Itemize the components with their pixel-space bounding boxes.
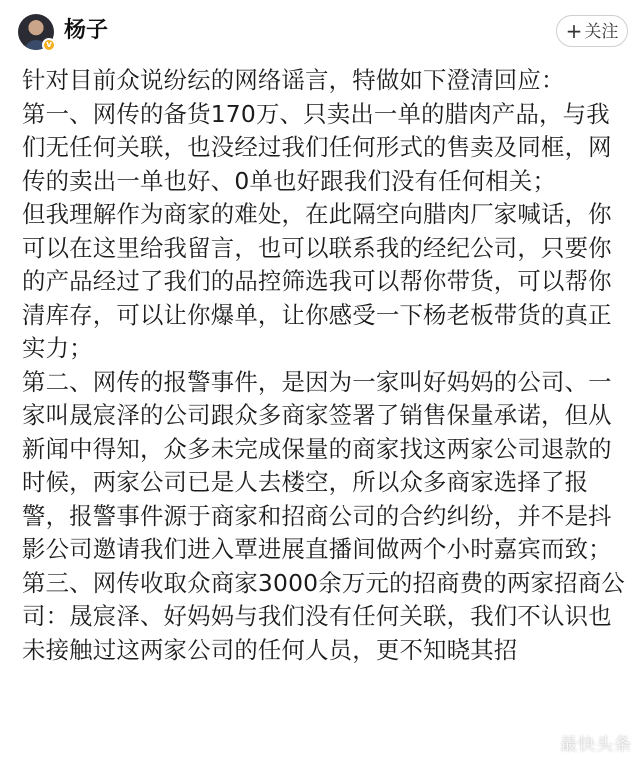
post-paragraph: 但我理解作为商家的难处，在此隔空向腊肉厂家喊话，你可以在这里给我留言，也可以联系我的经纪公司，只要你的产品经过了我们的品控筛选我可以帮你带货，可以帮你清库存，可以让你爆单，让你感受一下杨老板带货的真正实力； [22, 200, 612, 362]
plus-icon: + [565, 19, 583, 43]
watermark: 最快头条 [560, 735, 632, 755]
follow-label: 关注 [584, 22, 619, 42]
post-content [22, 64, 626, 667]
post-paragraph: 针对目前众说纷纭的网络谣言，特做如下澄清回应： [22, 66, 565, 94]
post-paragraph: 第三、网传收取众商家3000余万元的招商费的两家招商公司：晟宸泽、好妈妈与我们没有任何关联，我们不认识也未接触过这两家公司的任何人员，更不知晓其招 [22, 568, 625, 664]
post-header [0, 0, 640, 64]
post-paragraph: 第二、网传的报警事件，是因为一家叫好妈妈的公司、一家叫晟宸泽的公司跟众多商家签署了销售保量承诺，但从新闻中得知，众多未完成保量的商家找这两家公司退款的时候，两家公司已是人去楼空，所以众多商家选择了报警，报警事件源于商家和招商公司的合约纠纷，并不是抖影公司邀请我们进入覃进展直播间做两个小时嘉宾而致； [22, 367, 612, 563]
follow-button[interactable] [556, 15, 628, 47]
verified-badge-icon: v [42, 38, 56, 52]
post-paragraph: 第一、网传的备货170万、只卖出一单的腊肉产品，与我们无任何关联，也没经过我们任何形式的售卖及同框，网传的卖出一单也好、0单也好跟我们没有任何相关； [22, 99, 612, 195]
author-name[interactable]: 杨子 [64, 18, 109, 43]
